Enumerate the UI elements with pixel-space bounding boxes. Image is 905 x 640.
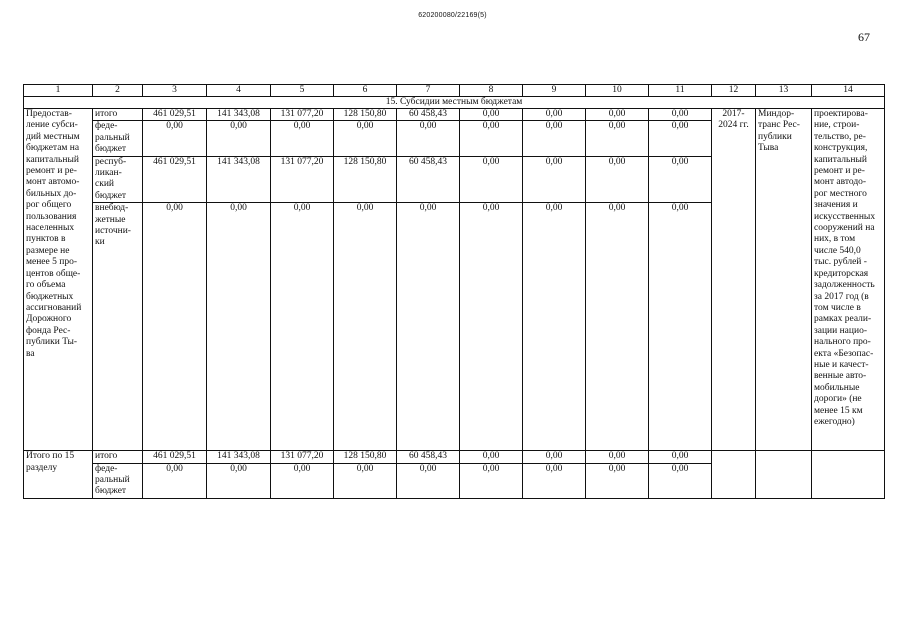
value-cell: 128 150,80 [334, 451, 397, 463]
measure-name-line: го объема [26, 280, 66, 291]
result-line: за 2017 год (в [814, 291, 869, 302]
measure-name-line: ва [26, 348, 35, 359]
value-cell: 0,00 [523, 451, 586, 463]
header-cell: 5 [271, 85, 334, 97]
measure-name-cell [24, 451, 93, 499]
value-cell: 141 343,08 [207, 156, 271, 203]
source-line: итого [95, 451, 118, 462]
source-line: жетные [95, 214, 126, 225]
header-cell: 13 [756, 85, 812, 97]
measure-name-line: населенных [26, 223, 75, 234]
executor-line: Тыва [758, 143, 779, 154]
result-line: рог местного [814, 188, 867, 199]
value-cell: 0,00 [586, 121, 649, 156]
measure-name-line: пунктов в [26, 234, 66, 245]
result-line: искусственных [814, 211, 876, 222]
result-line: венные авто- [814, 371, 867, 382]
measure-name-line: Дорожного [26, 314, 72, 325]
result-line: капитальный [814, 154, 867, 165]
result-line: ежегодно) [814, 416, 855, 427]
header-cell: 1 [24, 85, 93, 97]
table-row [24, 109, 885, 121]
value-cell: 0,00 [586, 203, 649, 451]
result-line: числе 540,0 [814, 245, 861, 256]
source-cell [93, 463, 143, 498]
value-cell: 461 029,51 [143, 156, 207, 203]
result-line: задолженность [814, 280, 875, 291]
source-line: респуб- [95, 156, 127, 167]
header-cell: 10 [586, 85, 649, 97]
result-line: сооружений на [814, 223, 875, 234]
value-cell: 0,00 [523, 203, 586, 451]
value-cell: 0,00 [397, 203, 460, 451]
empty-cell [812, 451, 885, 499]
measure-name-cell [24, 109, 93, 451]
value-cell: 0,00 [586, 109, 649, 121]
header-cell: 14 [812, 85, 885, 97]
value-cell: 141 343,08 [207, 109, 271, 121]
value-cell: 0,00 [460, 463, 523, 498]
measure-name-line: разделу [26, 462, 58, 473]
value-cell: 461 029,51 [143, 109, 207, 121]
measure-name-line: фонда Рес- [26, 325, 71, 336]
result-line: проектирова- [814, 109, 868, 119]
result-line: нального про- [814, 337, 871, 348]
header-cell: 4 [207, 85, 271, 97]
value-cell: 0,00 [460, 109, 523, 121]
result-line: менее 15 км [814, 405, 863, 416]
source-line: бюджет [95, 486, 127, 497]
value-cell: 0,00 [207, 463, 271, 498]
source-line: бюджет [95, 144, 127, 155]
measure-name-line: центов обще- [26, 268, 81, 279]
value-cell: 0,00 [523, 463, 586, 498]
value-cell: 0,00 [271, 203, 334, 451]
value-cell: 0,00 [586, 463, 649, 498]
header-cell: 12 [712, 85, 756, 97]
header-cell: 11 [649, 85, 712, 97]
measure-name-line: бильных до- [26, 188, 77, 199]
measure-name-line: пользования [26, 211, 77, 222]
measure-name-line: размере не [26, 245, 70, 256]
empty-cell [756, 451, 812, 499]
header-cell: 9 [523, 85, 586, 97]
measure-name-line: Итого по 15 [26, 451, 75, 462]
value-cell: 131 077,20 [271, 451, 334, 463]
value-cell: 0,00 [460, 451, 523, 463]
result-line: кредиторская [814, 268, 869, 279]
result-line: них, в том [814, 234, 856, 245]
measure-name-line: ассигнований [26, 302, 82, 313]
source-line: итого [95, 109, 118, 119]
executor-line: Миндор- [758, 109, 795, 119]
result-line: значения и [814, 200, 858, 211]
source-line: ский [95, 179, 114, 190]
value-cell: 0,00 [143, 121, 207, 156]
value-cell: 461 029,51 [143, 451, 207, 463]
value-cell: 0,00 [523, 121, 586, 156]
value-cell: 0,00 [460, 203, 523, 451]
source-line: феде- [95, 463, 118, 474]
section-title: 15. Субсидии местным бюджетам [24, 97, 885, 109]
measure-name-line: менее 5 про- [26, 257, 77, 268]
source-line: ральный [95, 132, 130, 143]
result-cell [812, 109, 885, 451]
header-cell: 8 [460, 85, 523, 97]
term-line: 2024 гг. [718, 120, 749, 131]
result-line: тельство, ре- [814, 131, 866, 142]
value-cell: 0,00 [649, 463, 712, 498]
result-line: екта «Безопас- [814, 348, 874, 359]
source-line: ки [95, 237, 105, 248]
result-line: том числе в [814, 302, 861, 313]
result-line: тыс. рублей - [814, 257, 867, 268]
result-line: рамках реали- [814, 314, 872, 325]
measure-name-line: бюджетных [26, 291, 74, 302]
result-line: монт автодо- [814, 177, 867, 188]
source-line: внебюд- [95, 203, 129, 214]
value-cell: 0,00 [271, 463, 334, 498]
value-cell: 141 343,08 [207, 451, 271, 463]
measure-name-line: Предостав- [26, 109, 72, 119]
term-cell [712, 109, 756, 451]
value-cell: 0,00 [143, 203, 207, 451]
executor-line: транс Рес- [758, 120, 800, 131]
value-cell: 131 077,20 [271, 109, 334, 121]
executor-line: публики [758, 131, 792, 142]
measure-name-line: ремонт и ре- [26, 166, 77, 177]
value-cell: 0,00 [143, 463, 207, 498]
value-cell: 0,00 [523, 156, 586, 203]
source-cell [93, 109, 143, 121]
source-line: источни- [95, 226, 131, 237]
source-line: бюджет [95, 190, 127, 201]
value-cell: 0,00 [334, 121, 397, 156]
value-cell: 0,00 [649, 109, 712, 121]
measure-name-line: капитальный [26, 154, 79, 165]
section-row [24, 97, 885, 109]
source-line: ральный [95, 475, 130, 486]
source-cell [93, 121, 143, 156]
result-line: зации нацио- [814, 325, 867, 336]
result-line: ремонт и ре- [814, 166, 865, 177]
header-cell: 7 [397, 85, 460, 97]
source-cell [93, 156, 143, 203]
value-cell: 0,00 [523, 109, 586, 121]
result-line: ные и качест- [814, 359, 869, 370]
executor-cell [756, 109, 812, 451]
source-cell [93, 451, 143, 463]
value-cell: 131 077,20 [271, 156, 334, 203]
source-cell [93, 203, 143, 451]
value-cell: 0,00 [649, 156, 712, 203]
header-row [24, 85, 885, 97]
result-line: конструкция, [814, 143, 868, 154]
measure-name-line: ление субси- [26, 120, 78, 131]
value-cell: 0,00 [334, 203, 397, 451]
empty-cell [712, 451, 756, 499]
value-cell: 0,00 [397, 121, 460, 156]
measure-name-line: бюджетам на [26, 143, 80, 154]
value-cell: 128 150,80 [334, 156, 397, 203]
measure-name-line: публики Ты- [26, 337, 78, 348]
value-cell: 0,00 [586, 451, 649, 463]
value-cell: 0,00 [271, 121, 334, 156]
value-cell: 0,00 [207, 121, 271, 156]
value-cell: 128 150,80 [334, 109, 397, 121]
value-cell: 0,00 [460, 121, 523, 156]
value-cell: 0,00 [649, 451, 712, 463]
result-line: мобильные [814, 382, 860, 393]
value-cell: 60 458,43 [397, 451, 460, 463]
page-number: 67 [858, 30, 870, 44]
value-cell: 0,00 [586, 156, 649, 203]
measure-name-line: дий местным [26, 131, 80, 142]
table-row [24, 451, 885, 463]
document-number: 620200080/22169(5) [418, 12, 487, 19]
value-cell: 0,00 [649, 203, 712, 451]
value-cell: 60 458,43 [397, 156, 460, 203]
term-line: 2017- [722, 109, 745, 119]
source-line: ликан- [95, 168, 122, 179]
budget-table [23, 84, 885, 499]
measure-name-line: монт автомо- [26, 177, 80, 188]
measure-name-line: рог общего [26, 200, 72, 211]
value-cell: 0,00 [649, 121, 712, 156]
result-line: ние, строи- [814, 120, 860, 131]
header-cell: 2 [93, 85, 143, 97]
value-cell: 0,00 [207, 203, 271, 451]
value-cell: 60 458,43 [397, 109, 460, 121]
value-cell: 0,00 [460, 156, 523, 203]
value-cell: 0,00 [397, 463, 460, 498]
value-cell: 0,00 [334, 463, 397, 498]
source-line: феде- [95, 121, 118, 132]
header-cell: 3 [143, 85, 207, 97]
result-line: дороги» (не [814, 394, 862, 405]
header-cell: 6 [334, 85, 397, 97]
